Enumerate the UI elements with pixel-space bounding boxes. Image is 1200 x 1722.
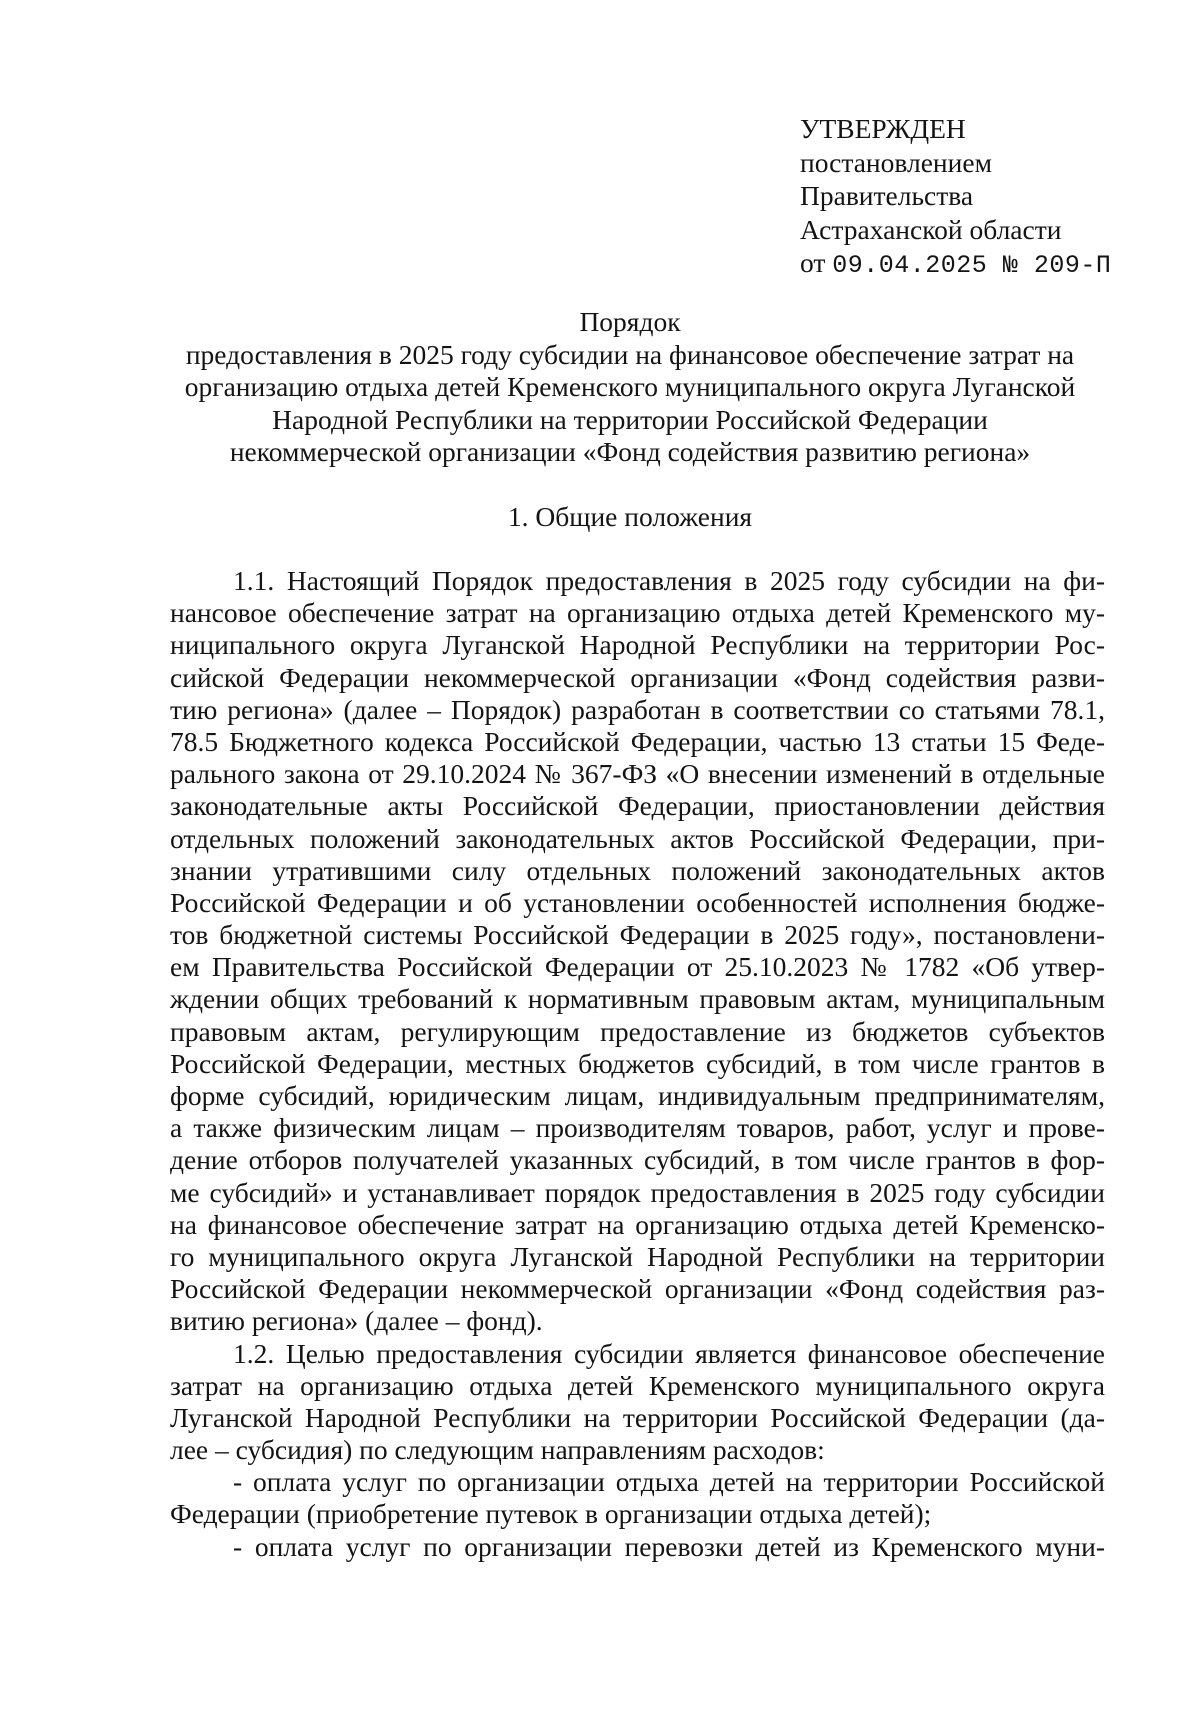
approval-line-2: Правительства — [800, 180, 974, 211]
body-line: - оплата услуг по организации перевозки детей из Кременского муни- — [233, 1530, 1105, 1562]
approval-heading: УТВЕРЖДЕН — [800, 113, 966, 144]
body-line: на финансовое обеспечение затрат на организацию отдыха детей Кременско- — [170, 1208, 1105, 1240]
body-line: затрат на организацию отдыха детей Кременского муниципального округа — [170, 1369, 1105, 1401]
body-line: дение отборов получателей указанных субсидий, в том числе грантов в фор- — [170, 1144, 1105, 1176]
body-line: Федерации (приобретение путевок в организации отдыха детей); — [170, 1498, 932, 1530]
body-line: - оплата услуг по организации отдыха детей на территории Российской — [233, 1466, 1105, 1498]
body-line: Российской Федерации некоммерческой организации «Фонд содействия раз- — [170, 1273, 1105, 1305]
approval-date-number: 09.04.2025 № 209-П — [832, 251, 1112, 280]
approval-date-line — [800, 246, 1160, 283]
body-line: отдельных положений законодательных актов Российской Федерации, при- — [170, 822, 1105, 854]
section-heading: 1. Общие положения — [507, 501, 753, 532]
body-line: Российской Федерации, местных бюджетов субсидий, в том числе грантов в — [170, 1047, 1105, 1079]
document-title — [150, 306, 1110, 469]
body-line: тов бюджетной системы Российской Федерации в 2025 году», постановлени- — [170, 919, 1105, 951]
body-line: 78.5 Бюджетного кодекса Российской Федерации, частью 13 статьи 15 Феде- — [170, 725, 1105, 757]
approval-stamp-block — [800, 112, 1160, 283]
body-line: 1.2. Целью предоставления субсидии является финансовое обеспечение — [233, 1337, 1105, 1369]
title-line-4: Народной Республики на территории Российской Федерации — [272, 403, 988, 435]
body-line: законодательные акты Российской Федерации, приостановлении действия — [170, 790, 1105, 822]
body-line: ниципального округа Луганской Народной Республики на территории Рос- — [170, 629, 1105, 661]
body-line: ждении общих требований к нормативным правовым актам, муниципальным — [170, 983, 1105, 1015]
title-line-5: некоммерческой организации «Фонд содействия развитию региона» — [229, 436, 1031, 467]
approval-date-prefix: от — [800, 247, 826, 278]
body-line: рального закона от 29.10.2024 № 367-ФЗ «О внесении изменений в отдельные — [170, 758, 1105, 790]
title-line-1: Порядок — [579, 306, 681, 337]
approval-line-3: Астраханской области — [800, 213, 1062, 245]
body-line: нансовое обеспечение затрат на организацию отдыха детей Кременского му- — [170, 597, 1105, 629]
title-line-2: предоставления в 2025 году субсидии на финансовое обеспечение затрат на — [185, 338, 1075, 370]
body-line: форме субсидий, юридическим лицам, индивидуальным предпринимателям, — [170, 1080, 1105, 1111]
body-line: ем Правительства Российской Федерации от 25.10.2023 № 1782 «Об утвер- — [170, 951, 1105, 983]
body-line: Российской Федерации и об установлении особенностей исполнения бюдже- — [170, 886, 1105, 918]
approval-line-1: постановлением — [800, 146, 992, 178]
body-line: лее – субсидия) по следующим направлениям расходов: — [170, 1434, 825, 1466]
body-line: знании утратившими силу отдельных положений законодательных актов — [170, 854, 1105, 886]
body-line: витию региона» (далее – фонд). — [170, 1305, 543, 1337]
body-line: тию региона» (далее – Порядок) разработан в соответствии со статьями 78.1, — [170, 693, 1105, 725]
body-line: Луганской Народной Республики на территории Российской Федерации (да- — [170, 1401, 1105, 1433]
body-text — [170, 565, 1105, 1563]
title-line-3: организацию отдыха детей Кременского муниципального округа Луганской — [184, 371, 1076, 402]
body-line: ме субсидий» и устанавливает порядок предоставления в 2025 году субсидии — [170, 1176, 1105, 1208]
body-line: 1.1. Настоящий Порядок предоставления в 2025 году субсидии на фи- — [233, 565, 1105, 596]
body-line: правовым актам, регулирующим предоставление из бюджетов субъектов — [170, 1015, 1105, 1047]
body-line: го муниципального округа Луганской Народной Республики на территории — [170, 1240, 1105, 1272]
body-line: сийской Федерации некоммерческой организации «Фонд содействия разви- — [170, 661, 1105, 693]
body-line: а также физическим лицам – производителям товаров, работ, услуг и прове- — [170, 1112, 1105, 1144]
